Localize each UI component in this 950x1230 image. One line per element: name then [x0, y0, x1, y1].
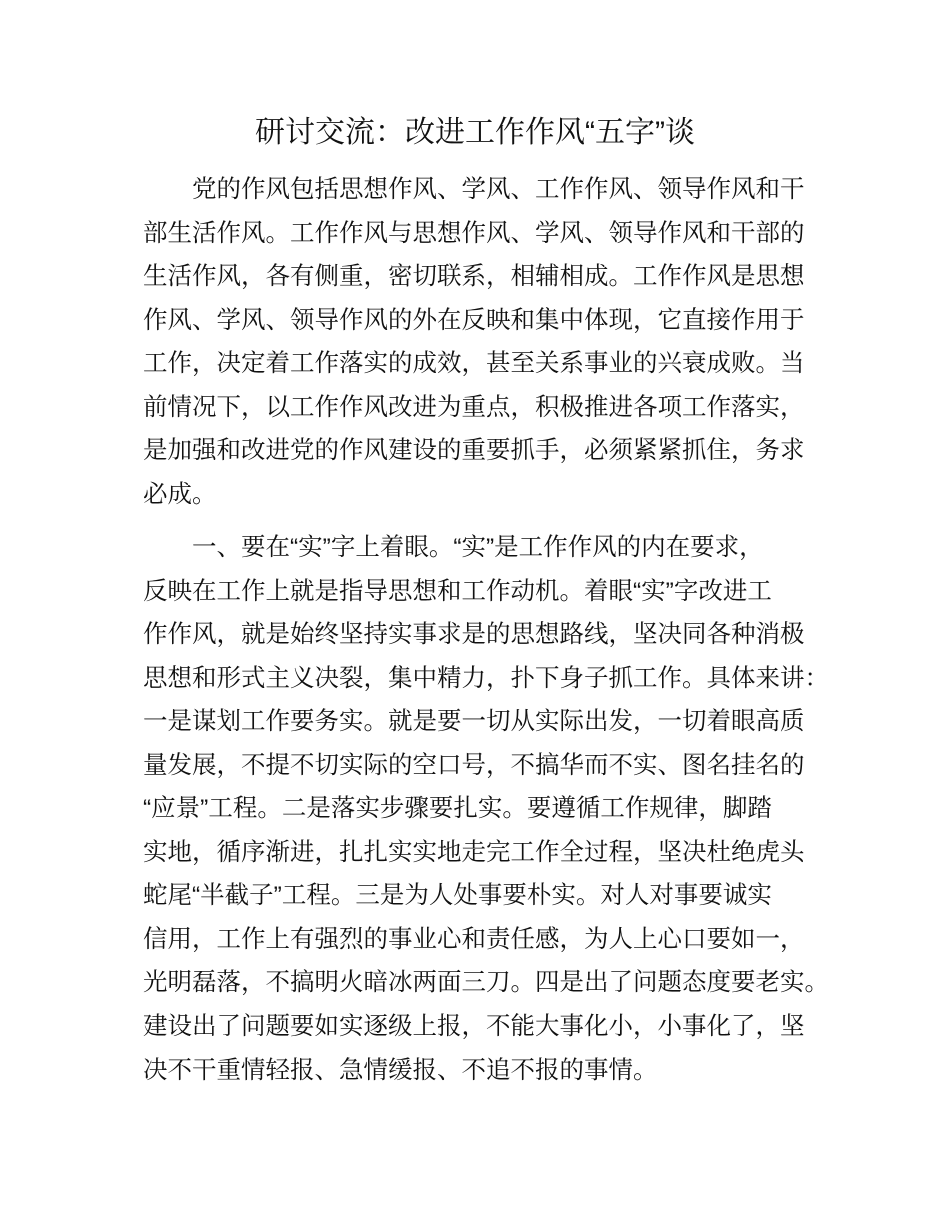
text-line: 建设出了问题要如实逐级上报，不能大事化小，小事化了，坚	[143, 1013, 805, 1041]
text-line: “应景”工程。二是落实步骤要扎实。要遵循工作规律，脚踏	[143, 795, 772, 823]
text-line: 前情况下，以工作作风改进为重点，积极推进各项工作落实，	[143, 393, 805, 421]
text-line: 反映在工作上就是指导思想和工作动机。着眼“实”字改进工	[143, 577, 772, 605]
text-line: 生活作风，各有侧重，密切联系，相辅相成。工作作风是思想	[143, 263, 805, 291]
text-line: 思想和形式主义决裂，集中精力，扑下身子抓工作。具体来讲：	[143, 664, 829, 692]
text-line: 信用，工作上有强烈的事业心和责任感，为人上心口要如一，	[143, 925, 805, 953]
text-line: 量发展，不提不切实际的空口号，不搞华而不实、图名挂名的	[143, 751, 805, 779]
paragraph-intro	[143, 168, 823, 516]
text-line: 决不干重情轻报、急情缓报、不追不报的事情。	[143, 1056, 658, 1084]
text-line: 党的作风包括思想作风、学风、工作作风、领导作风和干	[192, 176, 805, 203]
text-line: 实地，循序渐进，扎扎实实地走完工作全过程，坚决杜绝虎头	[143, 838, 805, 866]
text-line: 作风、学风、领导作风的外在反映和集中体现，它直接作用于	[143, 306, 805, 334]
text-line: 一、要在“实”字上着眼。“实”是工作作风的内在要求，	[192, 534, 764, 561]
text-line: 一是谋划工作要务实。就是要一切从实际出发，一切着眼高质	[143, 708, 805, 736]
text-line: 部生活作风。工作作风与思想作风、学风、领导作风和干部的	[143, 219, 805, 247]
text-line: 作作风，就是始终坚持实事求是的思想路线，坚决同各种消极	[143, 621, 805, 649]
text-line: 必成。	[143, 480, 217, 508]
text-line: 是加强和改进党的作风建设的重要抓手，必须紧紧抓住，务求	[143, 437, 805, 465]
text-line: 光明磊落，不搞明火暗冰两面三刀。四是出了问题态度要老实。	[143, 969, 829, 997]
paragraph-section-1	[143, 526, 829, 1092]
document-title: 研讨交流：改进工作作风“五字”谈	[255, 116, 695, 149]
text-line: 工作，决定着工作落实的成效，甚至关系事业的兴衰成败。当	[143, 350, 805, 378]
text-line: 蛇尾“半截子”工程。三是为人处事要朴实。对人对事要诚实	[143, 882, 772, 910]
